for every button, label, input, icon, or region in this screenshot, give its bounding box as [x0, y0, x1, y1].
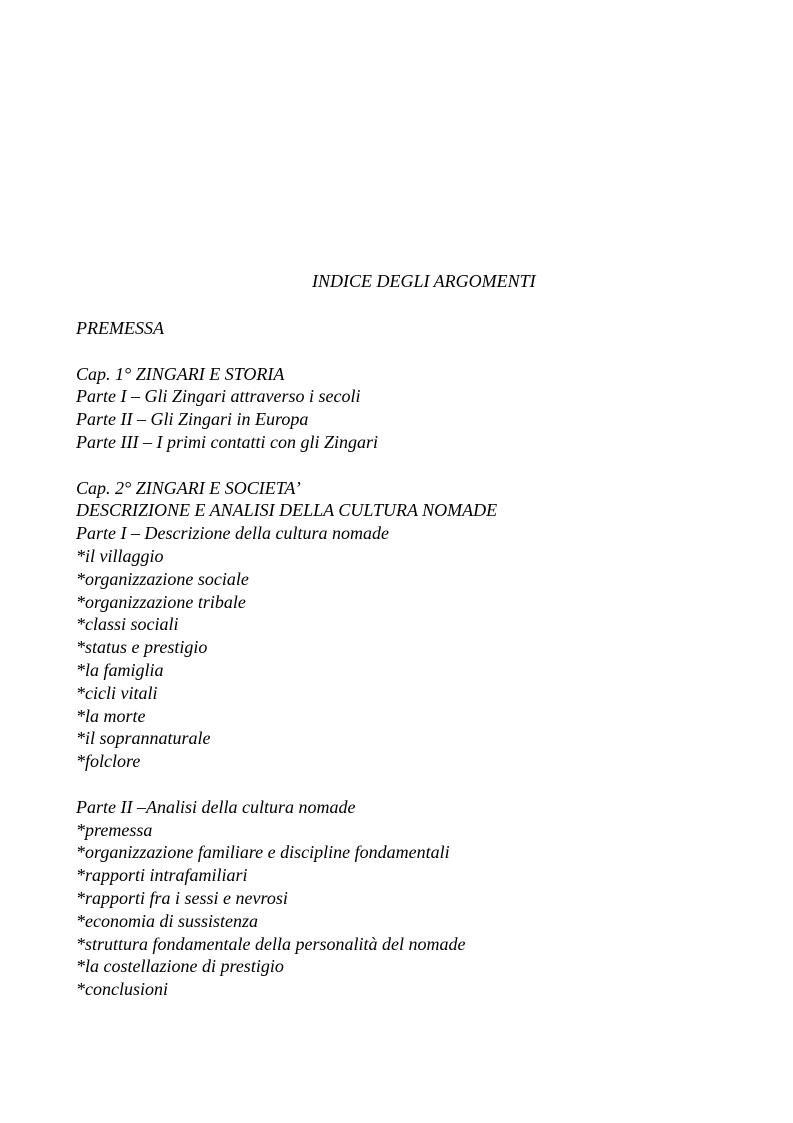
- toc-item: *il soprannaturale: [76, 728, 211, 749]
- chapter-1-part-2: Parte II – Gli Zingari in Europa: [76, 409, 309, 430]
- chapter-2-part-1-heading: Parte I – Descrizione della cultura nomade: [76, 523, 389, 544]
- table-of-contents: [76, 317, 776, 1001]
- toc-item: *la morte: [76, 705, 146, 726]
- toc-premessa: PREMESSA: [76, 318, 164, 338]
- page-title: INDICE DEGLI ARGOMENTI: [312, 271, 536, 291]
- spacer: [76, 340, 776, 363]
- toc-item: *struttura fondamentale della personalità del nomade: [76, 933, 466, 954]
- toc-item: *classi sociali: [76, 614, 179, 635]
- toc-item: *la costellazione di prestigio: [76, 956, 284, 977]
- toc-item: *il villaggio: [76, 545, 164, 566]
- toc-item: *organizzazione familiare e discipline fondamentali: [76, 842, 450, 863]
- chapter-2-subheading: DESCRIZIONE E ANALISI DELLA CULTURA NOMADE: [76, 500, 498, 521]
- toc-item: *economia di sussistenza: [76, 910, 258, 931]
- toc-item: *status e prestigio: [76, 637, 208, 658]
- chapter-1-heading: Cap. 1° ZINGARI E STORIA: [76, 363, 285, 384]
- toc-item: *organizzazione tribale: [76, 591, 246, 612]
- toc-item: *organizzazione sociale: [76, 568, 249, 589]
- chapter-2-part-2-heading: Parte II –Analisi della cultura nomade: [76, 796, 356, 817]
- toc-item: *rapporti fra i sessi e nevrosi: [76, 887, 288, 908]
- spacer: [76, 454, 776, 477]
- toc-item: *cicli vitali: [76, 682, 158, 703]
- toc-item: *la famiglia: [76, 659, 164, 680]
- chapter-1-part-3: Parte III – I primi contatti con gli Zingari: [76, 431, 378, 452]
- spacer: [76, 773, 776, 796]
- toc-item: *folclore: [76, 751, 141, 772]
- chapter-2-heading: Cap. 2° ZINGARI E SOCIETA’: [76, 477, 301, 498]
- toc-item: *conclusioni: [76, 979, 168, 1000]
- toc-item: *rapporti intrafamiliari: [76, 865, 248, 886]
- chapter-1-part-1: Parte I – Gli Zingari attraverso i secoli: [76, 386, 361, 407]
- toc-item: *premessa: [76, 819, 153, 840]
